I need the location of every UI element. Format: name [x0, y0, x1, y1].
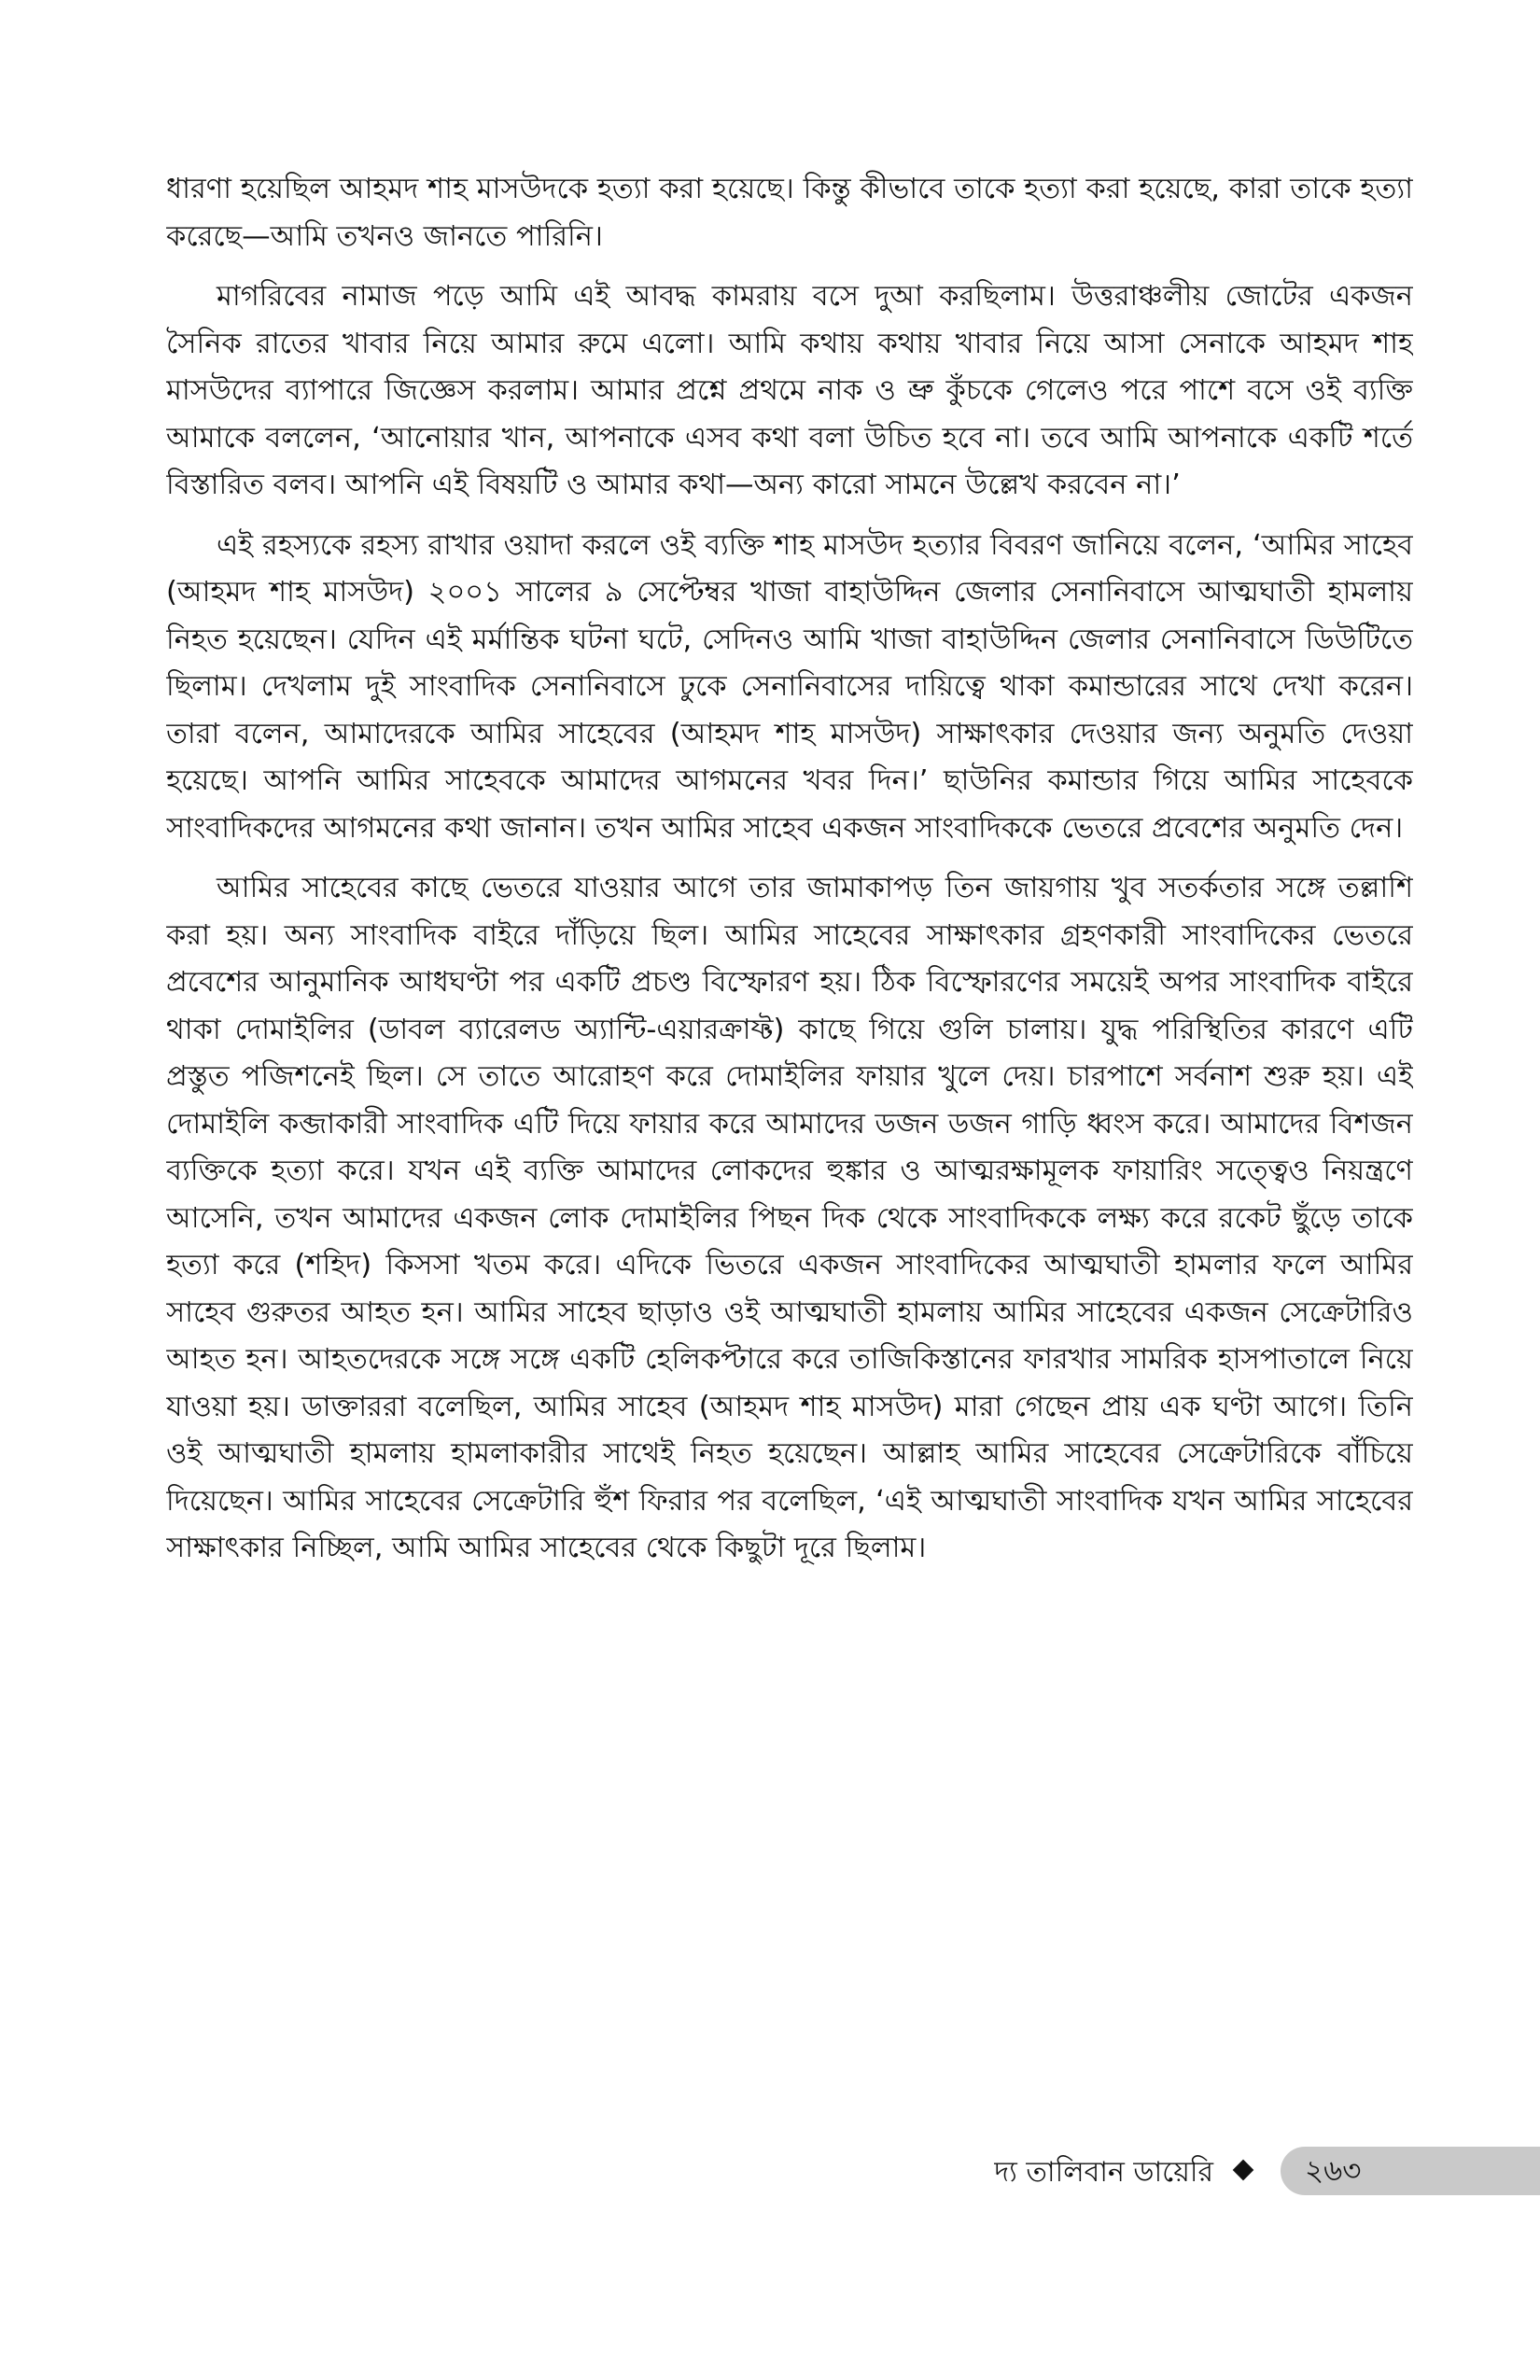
page-footer	[0, 2147, 1540, 2203]
paragraph-explosion-details: আমির সাহেবের কাছে ভেতরে যাওয়ার আগে তার জামাকাপড় তিন জায়গায় খুব সতর্কতার সঙ্গে তল্লাশি করা হয়। অন্য সাংবাদিক বাইরে দাঁড়িয়ে ছিল। আমির সাহেবের সাক্ষাৎকার গ্রহণকারী সাংবাদিকের ভেতরে প্রবেশের আনুমানিক আধঘণ্টা পর একটি প্রচণ্ড বিস্ফোরণ হয়। ঠিক বিস্ফোরণের সময়েই অপর সাংবাদিক বাইরে থাকা দোমাইলির (ডাবল ব্যারেলড অ্যান্টি-এয়ারক্রাফ্ট) কাছে গিয়ে গুলি চালায়। যুদ্ধ পরিস্থিতির কারণে এটি প্রস্তুত পজিশনেই ছিল। সে তাতে আরোহণ করে দোমাইলির ফায়ার খুলে দেয়। চারপাশে সর্বনাশ শুরু হয়। এই দোমাইলি কব্জাকারী সাংবাদিক এটি দিয়ে ফায়ার করে আমাদের ডজন ডজন গাড়ি ধ্বংস করে। আমাদের বিশজন ব্যক্তিকে হত্যা করে। যখন এই ব্যক্তি আমাদের লোকদের হুঙ্কার ও আত্মরক্ষামূলক ফায়ারিং সত্ত্বেও নিয়ন্ত্রণে আসেনি, তখন আমাদের একজন লোক দোমাইলির পিছন দিক থেকে সাংবাদিককে লক্ষ্য করে রকেট ছুঁড়ে তাকে হত্যা করে (শহিদ) কিসসা খতম করে। এদিকে ভিতরে একজন সাংবাদিকের আত্মঘাতী হামলার ফলে আমির সাহেব গুরুতর আহত হন। আমির সাহেব ছাড়াও ওই আত্মঘাতী হামলায় আমির সাহেবের একজন সেক্রেটারিও আহত হন। আহতদেরকে সঙ্গে সঙ্গে একটি হেলিকপ্টারে করে তাজিকিস্তানের ফারখার সামরিক হাসপাতালে নিয়ে যাওয়া হয়। ডাক্তাররা বলেছিল, আমির সাহেব (আহমদ শাহ মাসউদ) মারা গেছেন প্রায় এক ঘণ্টা আগে। তিনি ওই আত্মঘাতী হামলায় হামলাকারীর সাথেই নিহত হয়েছেন। আল্লাহ আমির সাহেবের সেক্রেটারিকে বাঁচিয়ে দিয়েছেন। আমির সাহেবের সেক্রেটারি হুঁশ ফিরার পর বলেছিল, ‘এই আত্মঘাতী সাংবাদিক যখন আমির সাহেবের সাক্ষাৎকার নিচ্ছিল, আমি আমির সাহেবের থেকে কিছুটা দূরে ছিলাম।	[166, 872, 1413, 1564]
paragraph-continuation: ধারণা হয়েছিল আহমদ শাহ মাসউদকে হত্যা করা হয়েছে। কিন্তু কীভাবে তাকে হত্যা করা হয়েছে, কারা তাকে হত্যা করেছে—আমি তখনও জানতে পারিনি।	[166, 173, 1413, 253]
paragraph-masud-assassination-account: এই রহস্যকে রহস্য রাখার ওয়াদা করলে ওই ব্যক্তি শাহ মাসউদ হত্যার বিবরণ জানিয়ে বলেন, ‘আমির সাহেব (আহমদ শাহ মাসউদ) ২০০১ সালের ৯ সেপ্টেম্বর খাজা বাহাউদ্দিন জেলার সেনানিবাসে আত্মঘাতী হামলায় নিহত হয়েছেন। যেদিন এই মর্মান্তিক ঘটনা ঘটে, সেদিনও আমি খাজা বাহাউদ্দিন জেলার সেনানিবাসে ডিউটিতে ছিলাম। দেখলাম দুই সাংবাদিক সেনানিবাসে ঢুকে সেনানিবাসের দায়িত্বে থাকা কমান্ডারের সাথে দেখা করেন। তারা বলেন, আমাদেরকে আমির সাহেবের (আহমদ শাহ মাসউদ) সাক্ষাৎকার দেওয়ার জন্য অনুমতি দেওয়া হয়েছে। আপনি আমির সাহেবকে আমাদের আগমনের খবর দিন।’ ছাউনির কমান্ডার গিয়ে আমির সাহেবকে সাংবাদিকদের আগমনের কথা জানান। তখন আমির সাহেব একজন সাংবাদিককে ভেতরে প্রবেশের অনুমতি দেন।	[166, 528, 1413, 845]
running-book-title: দ্য তালিবান ডায়েরি	[994, 2156, 1213, 2189]
diamond-bullet-icon	[1233, 2160, 1254, 2181]
page-body	[166, 166, 1413, 2079]
paragraph-maghrib-prayer: মাগরিবের নামাজ পড়ে আমি এই আবদ্ধ কামরায় বসে দুআ করছিলাম। উত্তরাঞ্চলীয় জোটের একজন সৈনিক রাতের খাবার নিয়ে আমার রুমে এলো। আমি কথায় কথায় খাবার নিয়ে আসা সেনাকে আহমদ শাহ মাসউদের ব্যাপারে জিজ্ঞেস করলাম। আমার প্রশ্নে প্রথমে নাক ও ভ্রু কুঁচকে গেলেও পরে পাশে বসে ওই ব্যক্তি আমাকে বললেন, ‘আনোয়ার খান, আপনাকে এসব কথা বলা উচিত হবে না। তবে আমি আপনাকে একটি শর্তে বিস্তারিত বলব। আপনি এই বিষয়টি ও আমার কথা—অন্য কারো সামনে উল্লেখ করবেন না।’	[166, 280, 1413, 501]
page-number: ২৬৩	[1305, 2154, 1362, 2188]
